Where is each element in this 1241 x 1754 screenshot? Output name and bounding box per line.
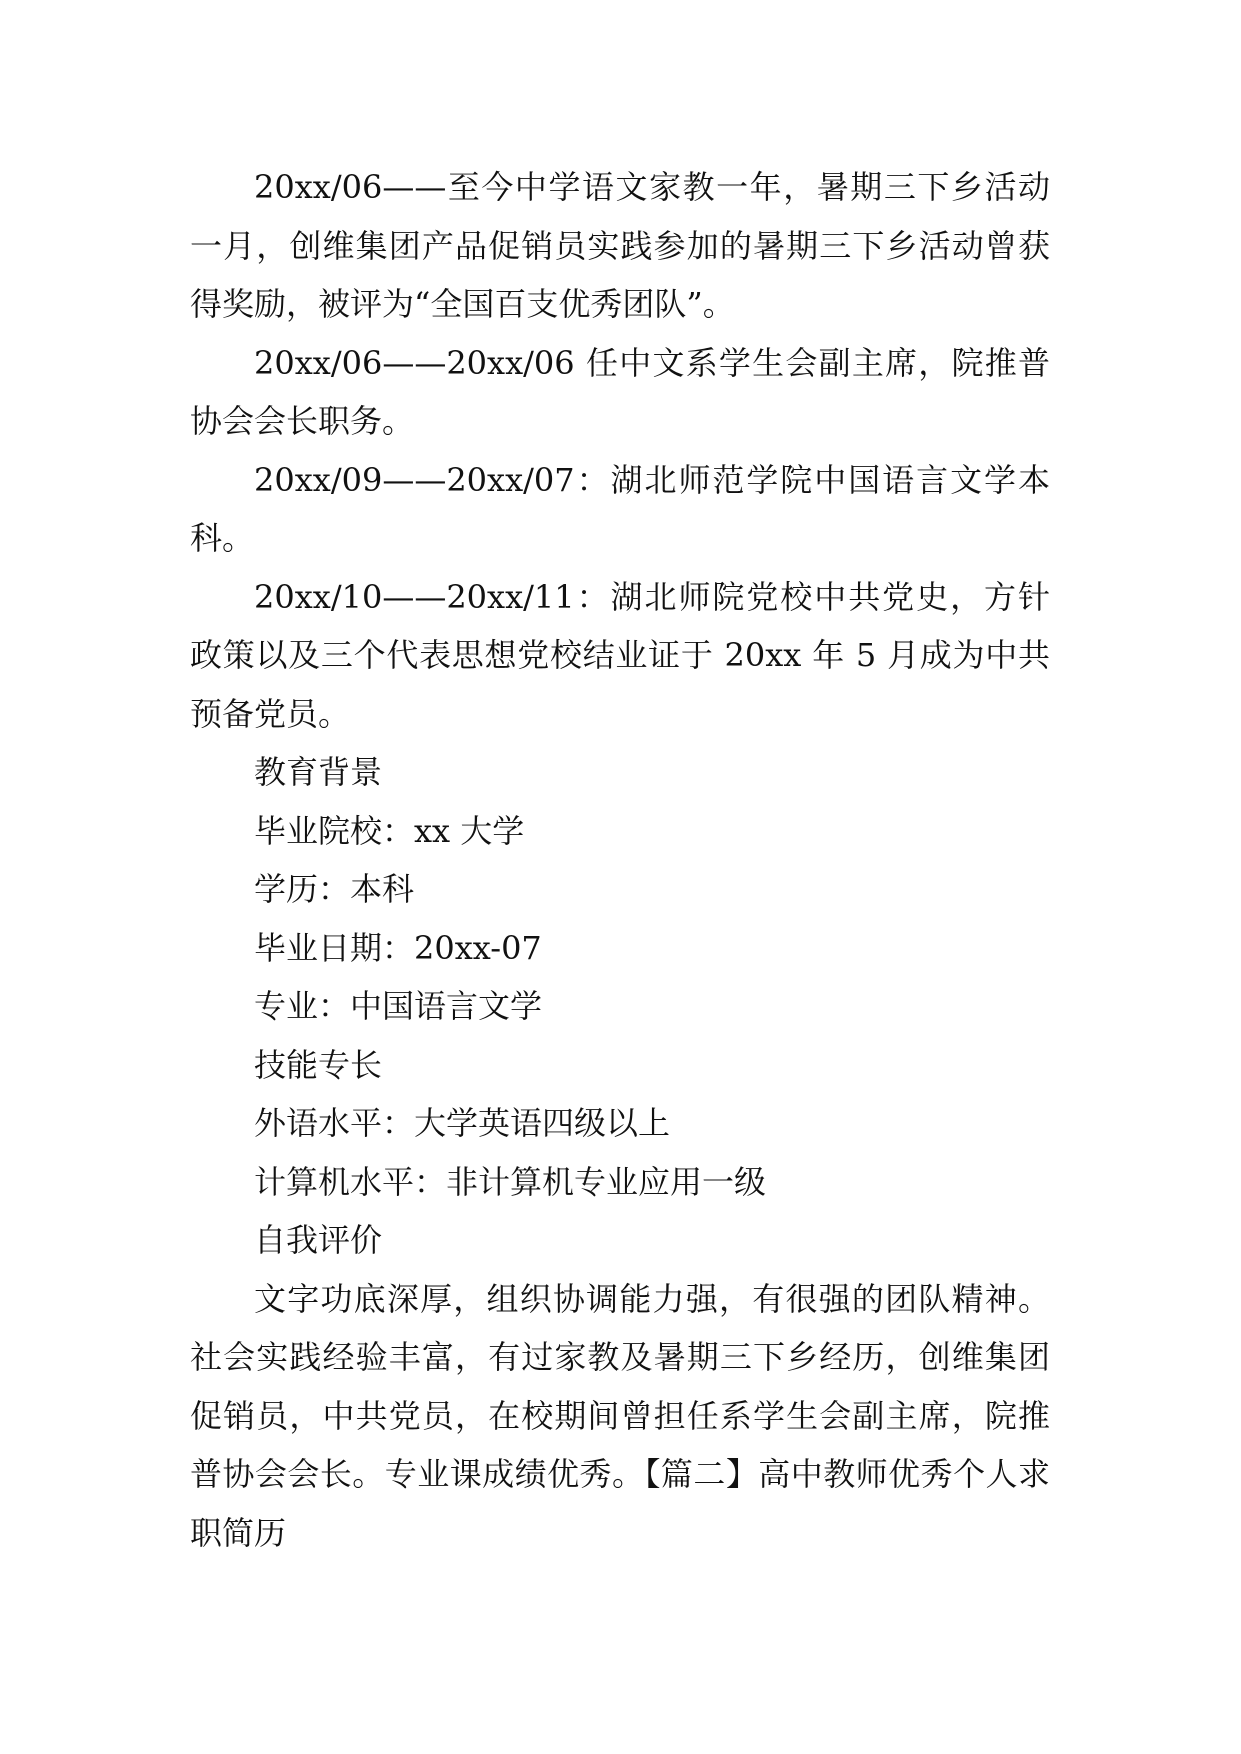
heading-skills: 技能专长 — [254, 1045, 383, 1084]
paragraph-student-union: 20xx/06——20xx/06 任中文系学生会副主席，院推普协会会长职务。 — [190, 343, 1050, 440]
paragraph-work-tutoring: 20xx/06——至今中学语文家教一年，暑期三下乡活动一月，创维集团产品促销员实践参加的暑期三下乡活动曾获得奖励，被评为“全国百支优秀团队”。 — [190, 168, 1050, 323]
heading-education: 教育背景 — [254, 753, 383, 791]
field-graduation-date: 毕业日期：20xx-07 — [254, 928, 542, 967]
field-major: 专业：中国语言文学 — [254, 987, 543, 1025]
paragraph-self-evaluation: 文字功底深厚，组织协调能力强，有很强的团队精神。社会实践经验丰富，有过家教及暑期三下乡经历，创维集团促销员，中共党员，在校期间曾担任系学生会副主席，院推普协会会长。专业课成绩优秀。【篇二】高中教师优秀个人求职简历 — [190, 1279, 1050, 1552]
document-body — [190, 158, 1050, 1562]
heading-self-evaluation: 自我评价 — [254, 1221, 383, 1259]
field-computer-level: 计算机水平：非计算机专业应用一级 — [254, 1162, 767, 1201]
paragraph-undergraduate: 20xx/09——20xx/07：湖北师范学院中国语言文学本科。 — [190, 460, 1050, 557]
field-language-level: 外语水平：大学英语四级以上 — [254, 1104, 671, 1142]
field-degree: 学历：本科 — [254, 870, 415, 908]
field-school: 毕业院校：xx 大学 — [254, 811, 525, 850]
paragraph-party-school: 20xx/10——20xx/11：湖北师院党校中共党史，方针政策以及三个代表思想党校结业证于 20xx 年 5 月成为中共预备党员。 — [190, 577, 1050, 733]
